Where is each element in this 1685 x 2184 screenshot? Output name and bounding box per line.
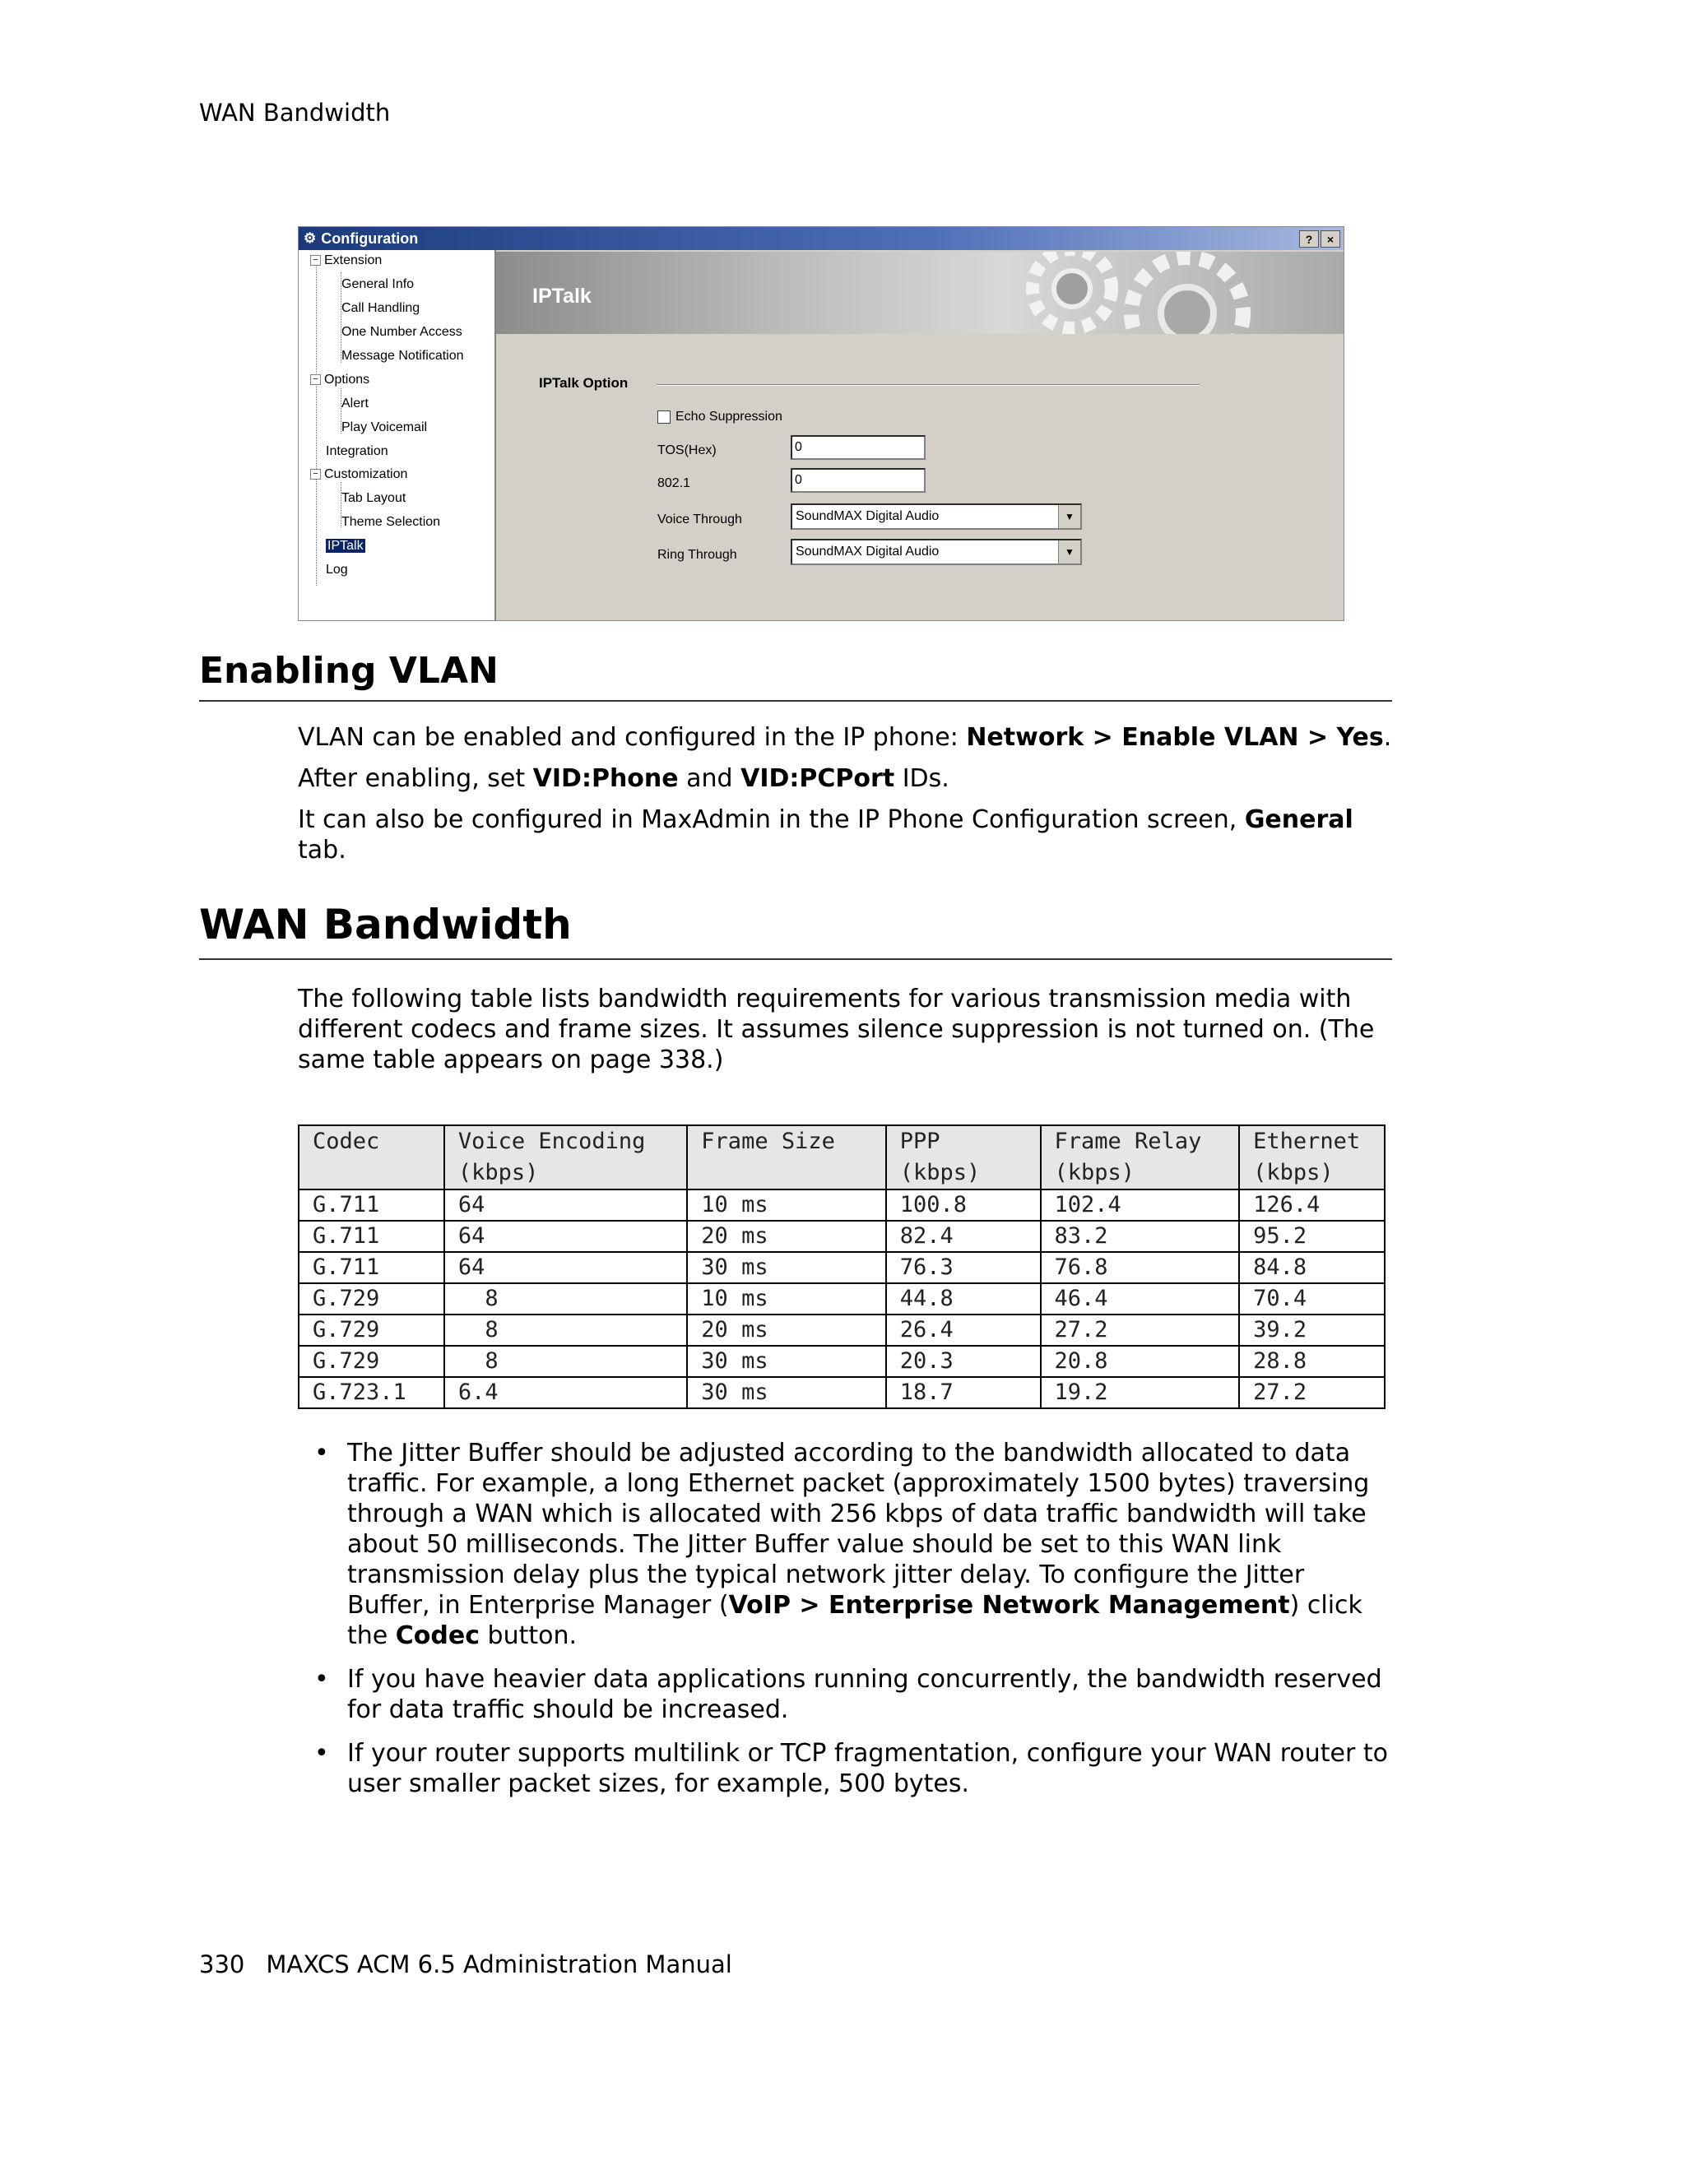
table-cell: 83.2: [1041, 1221, 1240, 1252]
table-cell: 82.4: [886, 1221, 1041, 1252]
voice-through-label: Voice Through: [657, 512, 742, 526]
wan-intro: The following table lists bandwidth requirements for various transmission media with different codecs and frame sizes. It assumes silence suppression is not turned on. (The same table appears on page 338.): [298, 985, 1375, 1074]
bullet-list: [298, 1438, 1392, 1812]
table-header-row: [299, 1125, 1385, 1189]
tree-item-one-number-access[interactable]: One Number Access: [341, 325, 462, 339]
header-frame-size: Frame Size: [687, 1125, 885, 1189]
tree-item-options[interactable]: − Options: [310, 373, 369, 387]
table-cell: 10 ms: [687, 1283, 885, 1315]
bullet-icon: •: [314, 1439, 329, 1468]
window-titlebar: [299, 227, 1344, 250]
table-cell: 39.2: [1239, 1315, 1385, 1346]
tree-item-log[interactable]: Log: [326, 563, 348, 577]
vlan-heading-rule: [199, 700, 1392, 702]
table-cell: 19.2: [1041, 1377, 1240, 1408]
page-footer: [199, 1950, 732, 1978]
table-cell: G.711: [299, 1221, 444, 1252]
dot1-input[interactable]: 0: [791, 468, 926, 493]
bullet-icon: •: [314, 1665, 329, 1694]
table-cell: 30 ms: [687, 1346, 885, 1377]
table-cell: 76.3: [886, 1252, 1041, 1283]
voice-through-select[interactable]: [791, 503, 1082, 530]
running-header: WAN Bandwidth: [199, 99, 391, 127]
voice-through-value: SoundMAX Digital Audio: [796, 509, 940, 523]
table-cell: 76.8: [1041, 1252, 1240, 1283]
table-cell: 84.8: [1239, 1252, 1385, 1283]
wan-heading-rule: [199, 958, 1392, 960]
table-cell: G.711: [299, 1252, 444, 1283]
bandwidth-table: [298, 1124, 1386, 1409]
table-cell: 126.4: [1239, 1189, 1385, 1221]
table-cell: G.711: [299, 1189, 444, 1221]
ring-through-label: Ring Through: [657, 548, 737, 562]
table-cell: 6.4: [444, 1377, 687, 1408]
vlan-line-1: VLAN can be enabled and configured in the IP phone: Network > Enable VLAN > Yes.: [298, 723, 1392, 752]
table-cell: 20 ms: [687, 1221, 885, 1252]
gear-icon: ⚙: [304, 230, 317, 246]
table-cell: 26.4: [886, 1315, 1041, 1346]
tree-item-tab-layout[interactable]: Tab Layout: [341, 491, 406, 505]
table-cell: 70.4: [1239, 1283, 1385, 1315]
table-cell: G.729: [299, 1283, 444, 1315]
ring-through-value: SoundMAX Digital Audio: [796, 545, 940, 559]
table-cell: 64: [444, 1189, 687, 1221]
echo-suppression-checkbox[interactable]: [657, 410, 782, 424]
close-button[interactable]: ×: [1321, 230, 1340, 248]
table-cell: 20.3: [886, 1346, 1041, 1377]
table-row: [299, 1221, 1385, 1252]
wan-heading: WAN Bandwidth: [199, 901, 572, 948]
iptalk-options-panel: [496, 334, 1344, 620]
manual-title: MAXCS ACM 6.5 Administration Manual: [266, 1950, 732, 1978]
list-item: • The Jitter Buffer should be adjusted according to the bandwidth allocated to data traffic. For example, a long Ethernet packet (approximately 1500 bytes) traversing through a WAN which is allocated with 256 kbps of data traffic bandwidth will take about 50 milliseconds. The Jitter Buffer value should be set to this WAN link transmission delay plus the typical network jitter delay. To configure the Jitter Buffer, in Enterprise Manager (VoIP > Enterprise Network Management) click the Codec button.: [314, 1439, 1370, 1650]
table-cell: 8: [444, 1283, 687, 1315]
header-ppp: PPP (kbps): [886, 1125, 1041, 1189]
table-cell: 64: [444, 1221, 687, 1252]
tree-item-call-handling[interactable]: Call Handling: [341, 301, 420, 315]
iptalk-banner: [496, 252, 1344, 334]
table-cell: 27.2: [1041, 1315, 1240, 1346]
checkbox-box[interactable]: [657, 410, 671, 424]
tree-item-integration[interactable]: Integration: [326, 444, 388, 458]
table-cell: G.729: [299, 1346, 444, 1377]
table-cell: 95.2: [1239, 1221, 1385, 1252]
dot1-label: 802.1: [657, 476, 691, 490]
table-cell: 8: [444, 1315, 687, 1346]
table-cell: 20.8: [1041, 1346, 1240, 1377]
dropdown-arrow-icon[interactable]: ▼: [1058, 540, 1080, 563]
table-row: [299, 1189, 1385, 1221]
help-button[interactable]: ?: [1299, 230, 1319, 248]
bullet-icon: •: [314, 1739, 329, 1768]
table-cell: 30 ms: [687, 1377, 885, 1408]
echo-suppression-label: Echo Suppression: [675, 410, 782, 424]
banner-title: IPTalk: [532, 285, 592, 308]
tree-item-extension[interactable]: − Extension: [310, 253, 382, 268]
table-cell: 100.8: [886, 1189, 1041, 1221]
table-cell: G.723.1: [299, 1377, 444, 1408]
tree-item-play-voicemail[interactable]: Play Voicemail: [341, 420, 428, 434]
gears-image: [496, 252, 1344, 334]
vlan-heading: Enabling VLAN: [199, 650, 499, 692]
header-voice-encoding: Voice Encoding (kbps): [444, 1125, 687, 1189]
header-ethernet: Ethernet (kbps): [1239, 1125, 1385, 1189]
table-cell: 27.2: [1239, 1377, 1385, 1408]
table-row: [299, 1346, 1385, 1377]
tos-input[interactable]: 0: [791, 435, 926, 460]
tree-item-alert[interactable]: Alert: [341, 396, 369, 410]
tree-item-general-info[interactable]: General Info: [341, 277, 415, 291]
table-cell: 8: [444, 1346, 687, 1377]
vlan-line-3: It can also be configured in MaxAdmin in the IP Phone Configuration screen, General tab.: [298, 805, 1353, 865]
table-cell: 64: [444, 1252, 687, 1283]
table-cell: 28.8: [1239, 1346, 1385, 1377]
tos-label: TOS(Hex): [657, 443, 717, 457]
header-codec: Codec: [299, 1125, 444, 1189]
table-cell: 18.7: [886, 1377, 1041, 1408]
table-cell: 102.4: [1041, 1189, 1240, 1221]
header-frame-relay: Frame Relay (kbps): [1041, 1125, 1240, 1189]
ring-through-select[interactable]: [791, 539, 1082, 565]
group-label: IPTalk Option: [539, 375, 629, 391]
table-cell: 46.4: [1041, 1283, 1240, 1315]
list-item: • If you have heavier data applications running concurrently, the bandwidth reserved for data traffic should be increased.: [314, 1665, 1382, 1724]
table-cell: 30 ms: [687, 1252, 885, 1283]
table-cell: 44.8: [886, 1283, 1041, 1315]
page-number: 330: [199, 1950, 245, 1978]
list-item: • If your router supports multilink or TCP fragmentation, configure your WAN router to user smaller packet sizes, for example, 500 bytes.: [314, 1739, 1388, 1798]
dropdown-arrow-icon[interactable]: ▼: [1058, 505, 1080, 528]
configuration-window: [298, 226, 1344, 621]
table-row: [299, 1283, 1385, 1315]
tree-item-iptalk[interactable]: IPTalk: [327, 539, 364, 553]
tree-item-message-notification[interactable]: Message Notification: [341, 349, 464, 363]
table-cell: 20 ms: [687, 1315, 885, 1346]
tree-item-theme-selection[interactable]: Theme Selection: [341, 515, 441, 529]
vlan-line-2: After enabling, set VID:Phone and VID:PCPort IDs.: [298, 764, 949, 793]
table-row: [299, 1252, 1385, 1283]
settings-tree: [299, 250, 496, 620]
table-row: [299, 1377, 1385, 1408]
table-cell: 10 ms: [687, 1189, 885, 1221]
window-title: Configuration: [321, 230, 419, 247]
table-cell: G.729: [299, 1315, 444, 1346]
tree-item-customization[interactable]: − Customization: [310, 467, 407, 482]
table-row: [299, 1315, 1385, 1346]
